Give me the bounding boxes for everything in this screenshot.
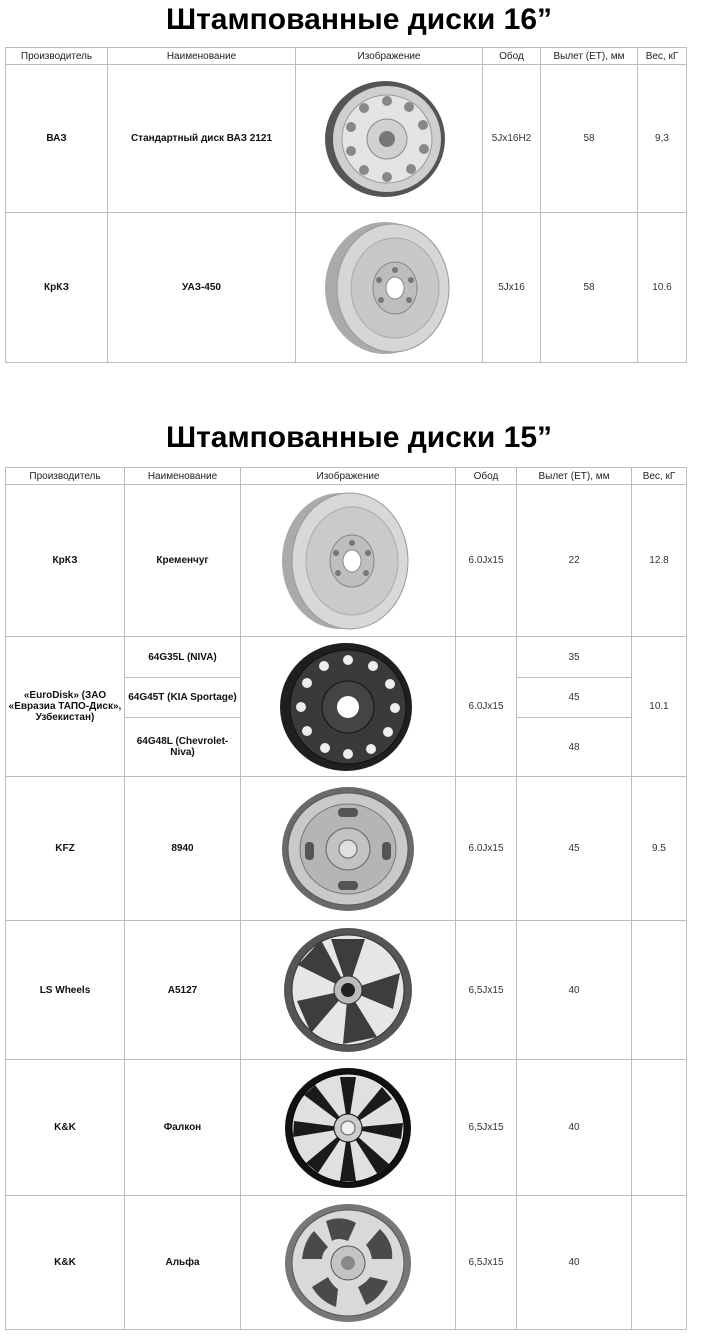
table-header-row <box>6 48 687 65</box>
maker-cell: КрКЗ <box>6 213 108 363</box>
rim-cell: 6.0Jx15 <box>456 485 517 637</box>
steel-wheel-plain-image <box>278 489 418 633</box>
et-cell: 22 <box>517 485 632 637</box>
maker-cell: K&K <box>6 1060 125 1196</box>
image-cell <box>241 1196 456 1330</box>
steel-wheel-plain-image <box>319 218 459 358</box>
table-row <box>6 213 687 363</box>
et-cell: 45 <box>517 777 632 921</box>
alloy-wheel-spokes-image <box>281 925 415 1055</box>
name-cell: Стандартный диск ВАЗ 2121 <box>108 65 296 213</box>
et-cell: 45 <box>517 678 632 718</box>
header-maker: Производитель <box>6 48 108 65</box>
image-cell <box>241 485 456 637</box>
alloy-wheel-windows-image <box>282 1201 414 1325</box>
name-cell: Альфа <box>125 1196 241 1330</box>
name-cell: Кременчуг <box>125 485 241 637</box>
steel-wheel-holes-image <box>319 73 459 205</box>
rim-cell: 6,5Jx15 <box>456 1060 517 1196</box>
wheels-table-15 <box>5 467 687 1330</box>
maker-cell: KFZ <box>6 777 125 921</box>
image-cell <box>241 921 456 1060</box>
et-cell: 58 <box>541 213 638 363</box>
maker-cell: ВАЗ <box>6 65 108 213</box>
table-header-row <box>6 468 687 485</box>
maker-cell: LS Wheels <box>6 921 125 1060</box>
header-name: Наименование <box>125 468 241 485</box>
section-title-15: Штампованные диски 15” <box>165 421 553 454</box>
name-cell: 64G48L (Chevrolet-Niva) <box>125 718 241 777</box>
et-cell: 40 <box>517 1196 632 1330</box>
table-row <box>6 921 687 1060</box>
table-row <box>6 485 687 637</box>
header-weight: Вес, кГ <box>632 468 687 485</box>
silver-steel-wheel-image <box>278 784 418 914</box>
et-cell: 40 <box>517 921 632 1060</box>
weight-cell: 10.6 <box>638 213 687 363</box>
name-cell: Фалкон <box>125 1060 241 1196</box>
maker-cell: «EuroDisk» (ЗАО «Евразиа ТАПО-Диск», Узбекистан) <box>6 637 125 777</box>
table-row <box>6 65 687 213</box>
rim-cell: 6,5Jx15 <box>456 1196 517 1330</box>
et-cell: 58 <box>541 65 638 213</box>
rim-cell: 5Jx16 <box>483 213 541 363</box>
rim-cell: 6.0Jx15 <box>456 637 517 777</box>
image-cell <box>296 213 483 363</box>
maker-cell: K&K <box>6 1196 125 1330</box>
weight-cell <box>632 921 687 1060</box>
name-cell: A5127 <box>125 921 241 1060</box>
image-cell <box>241 777 456 921</box>
table-row <box>6 777 687 921</box>
weight-cell: 9.5 <box>632 777 687 921</box>
rim-cell: 6.0Jx15 <box>456 777 517 921</box>
black-steel-wheel-image <box>278 640 418 774</box>
header-name: Наименование <box>108 48 296 65</box>
name-cell: 8940 <box>125 777 241 921</box>
maker-cell: КрКЗ <box>6 485 125 637</box>
weight-cell <box>632 1196 687 1330</box>
et-cell: 48 <box>517 718 632 777</box>
name-cell: 64G45T (KIA Sportage) <box>125 678 241 718</box>
weight-cell: 12.8 <box>632 485 687 637</box>
table-row <box>6 1196 687 1330</box>
header-rim: Обод <box>483 48 541 65</box>
rim-cell: 5Jx16H2 <box>483 65 541 213</box>
name-cell: 64G35L (NIVA) <box>125 637 241 678</box>
table-row <box>6 1060 687 1196</box>
image-cell <box>241 637 456 777</box>
header-weight: Вес, кГ <box>638 48 687 65</box>
weight-cell <box>632 1060 687 1196</box>
image-cell <box>296 65 483 213</box>
et-cell: 35 <box>517 637 632 678</box>
header-et: Вылет (ET), мм <box>517 468 632 485</box>
section-title-16: Штампованные диски 16” <box>165 3 553 36</box>
header-image: Изображение <box>296 48 483 65</box>
weight-cell: 10.1 <box>632 637 687 777</box>
wheels-table-16 <box>5 47 687 363</box>
header-rim: Обод <box>456 468 517 485</box>
et-cell: 40 <box>517 1060 632 1196</box>
name-cell: УАЗ-450 <box>108 213 296 363</box>
image-cell <box>241 1060 456 1196</box>
header-et: Вылет (ET), мм <box>541 48 638 65</box>
alloy-wheel-multispoke-image <box>282 1065 414 1191</box>
header-image: Изображение <box>241 468 456 485</box>
table-row <box>6 637 687 678</box>
rim-cell: 6,5Jx15 <box>456 921 517 1060</box>
weight-cell: 9,3 <box>638 65 687 213</box>
header-maker: Производитель <box>6 468 125 485</box>
